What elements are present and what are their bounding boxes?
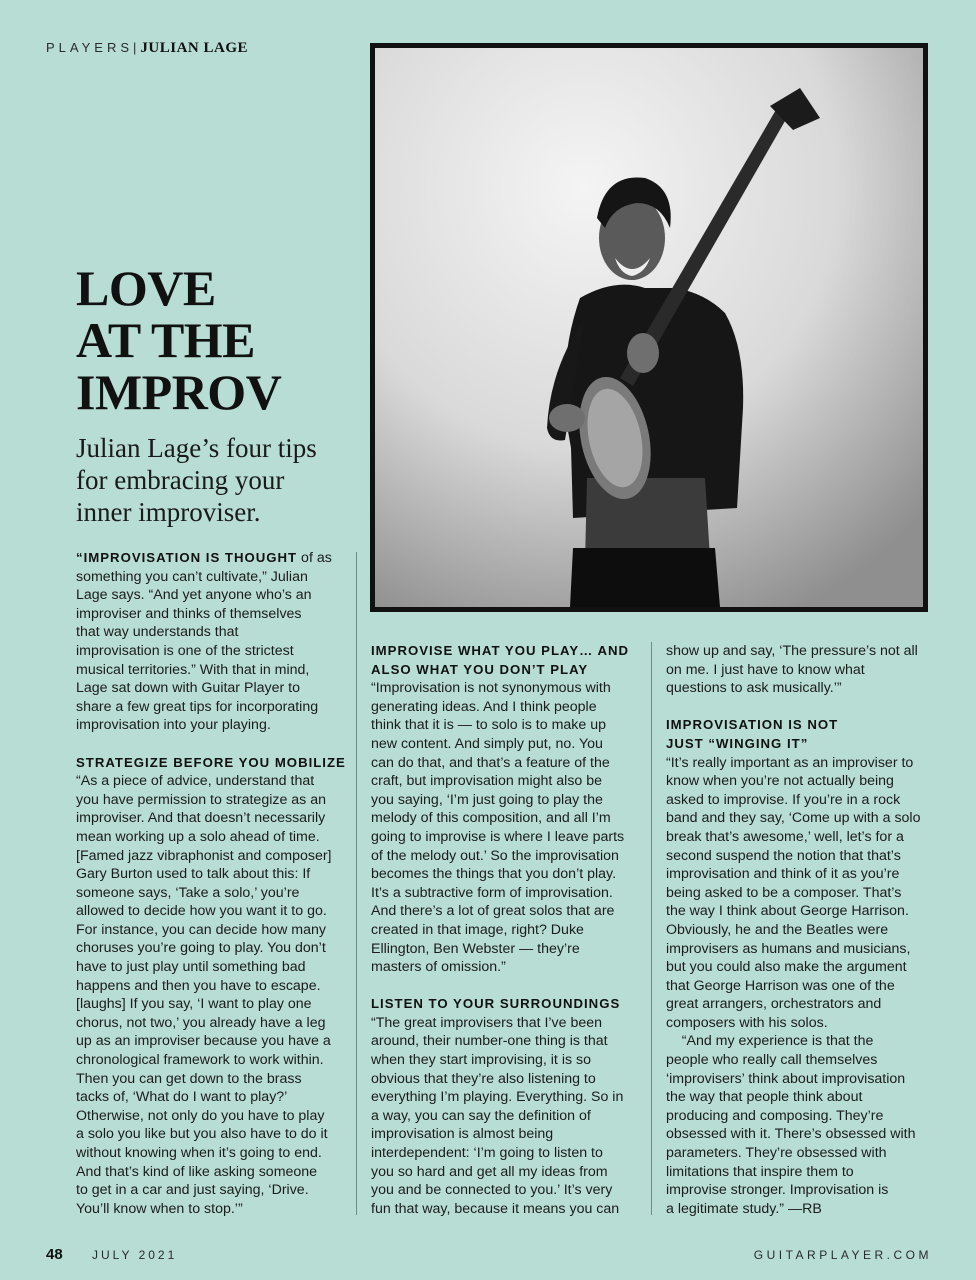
text-line: on me. I just have to know what	[666, 661, 865, 678]
text-line: Gary Burton used to talk about this: If	[76, 866, 311, 883]
text-line: improvisation into your playing.	[76, 717, 271, 734]
section-heading: IMPROVISATION IS NOT	[666, 717, 839, 733]
text-line: going to improvise is where I leave parts	[371, 828, 625, 845]
headline-line: LOVE	[76, 260, 216, 316]
text-line: interdependent: ‘I’m going to listen to	[371, 1145, 603, 1162]
text-line: [laughs] If you say, ‘I want to play one	[76, 996, 312, 1013]
standfirst-line: for embracing your	[76, 465, 285, 495]
text-line: parameters. They’re obsessed with	[666, 1145, 887, 1162]
text-line: And that’s kind of like asking someone	[76, 1163, 318, 1180]
text-line: something you can’t cultivate,” Julian	[76, 568, 308, 585]
text-line: “And my experience is that the	[666, 1033, 874, 1050]
text-line: show up and say, ‘The pressure’s not all	[666, 643, 918, 659]
text-line: obvious that they’re also listening to	[371, 1070, 596, 1087]
text-line: limitations that inspire them to	[666, 1163, 854, 1180]
text-line: have to just play until something bad	[76, 959, 306, 976]
text-line: And there’s a lot of great solos that are	[371, 903, 615, 920]
text-line: improvisation and think of it as you’re	[666, 866, 900, 883]
text-line: break that’s awesome,’ well, let’s for a	[666, 828, 904, 845]
text-line: created in that image, right? Duke	[371, 921, 584, 938]
text-line: [Famed jazz vibraphonist and composer]	[76, 847, 332, 864]
text-line: “Improvisation is not synonymous with	[371, 680, 611, 697]
website-url: GUITARPLAYER.COM	[753, 1248, 932, 1262]
text-line: It’s a subtractive form of improvisation.	[371, 884, 613, 901]
text-line: share a few great tips for incorporating	[76, 698, 319, 715]
text-line: without knowing when it’s going to end.	[76, 1145, 322, 1161]
text-line: improviser and thinks of themselves	[76, 605, 302, 622]
text-line: Ellington, Ben Webster — they’re	[371, 940, 580, 957]
section-label: PLAYERS	[46, 40, 134, 55]
text-line: you saying, ‘I’m just going to play the	[371, 791, 603, 808]
text-line: chorus, not two,’ you already have a leg	[76, 1014, 326, 1031]
page-number: 48	[46, 1246, 63, 1263]
text-line: For instance, you can decide how many	[76, 921, 326, 938]
text-line: improvisation is one of the strictest	[76, 642, 294, 659]
headline-line: AT THE	[76, 312, 256, 368]
text-line: allowed to decide how you want it to go.	[76, 903, 327, 920]
text-line: a solo you like but you also have to do it	[76, 1126, 328, 1143]
text-line: of as	[297, 550, 332, 566]
section-heading: IMPROVISE WHAT YOU PLAY… AND	[371, 643, 630, 658]
text-line: Otherwise, not only do you have to play	[76, 1107, 325, 1124]
text-line: musical territories.” With that in mind,	[76, 661, 310, 678]
text-line: mean working up a solo ahead of time.	[76, 828, 320, 845]
text-line: improvisation is almost being	[371, 1126, 554, 1143]
text-line: think that it is — to solo is to make up	[371, 717, 606, 734]
text-line: chronological framework to work within.	[76, 1052, 324, 1069]
text-line: that way understands that	[76, 624, 239, 641]
standfirst	[76, 432, 356, 528]
text-line: producing and composing. They’re	[666, 1107, 884, 1124]
text-line: up as an improviser because you have a	[76, 1033, 331, 1050]
headline-line: IMPROV	[76, 364, 282, 420]
text-line: tacks of, ‘What do I want to play?’	[76, 1089, 288, 1106]
text-line: becomes the things that you don’t play.	[371, 866, 617, 883]
text-line: everything I’m playing. Everything. So in	[371, 1089, 624, 1106]
text-line: band and they say, ‘Come up with a solo	[666, 810, 921, 827]
text-line: “It’s really important as an improviser to	[666, 754, 914, 771]
text-line: second suspend the notion that that’s	[666, 847, 901, 864]
section-heading: LISTEN TO YOUR SURROUNDINGS	[371, 996, 621, 1012]
text-line: “The great improvisers that I’ve been	[371, 1014, 603, 1031]
text-line	[76, 549, 351, 568]
text-line: improvise stronger. Improvisation is	[666, 1182, 889, 1199]
running-header	[46, 40, 248, 57]
text-line: the way that people think about	[666, 1089, 863, 1106]
text-line: a way, you can say the definition of	[371, 1107, 591, 1124]
text-line: you and be connected to you.’ It’s very	[371, 1182, 613, 1199]
text-line: fun that way, because it means you can	[371, 1200, 620, 1217]
standfirst-line: Julian Lage’s four tips	[76, 433, 317, 463]
text-line: You’ll know when to stop.’”	[76, 1200, 243, 1217]
text-line: being asked to be a composer. That’s	[666, 884, 902, 901]
text-line: improviser. And that doesn’t necessarily	[76, 810, 326, 827]
text-line: Obviously, he and the Beatles were	[666, 921, 889, 938]
text-line: you so hard and get all my ideas from	[371, 1163, 608, 1180]
lead-in: “IMPROVISATION IS THOUGHT	[76, 550, 298, 565]
text-line: to get in a car and just saying, ‘Drive.	[76, 1182, 309, 1199]
text-line: improvisers as humans and musicians,	[666, 940, 911, 957]
text-line: but you could also make the argument	[666, 959, 907, 976]
text-line: Lage says. “And yet anyone who’s an	[76, 587, 312, 604]
standfirst-line: inner improviser.	[76, 497, 261, 527]
guitarist-illustration	[375, 48, 923, 607]
text-line: around, their number-one thing is that	[371, 1033, 608, 1050]
text-line: questions to ask musically.’”	[666, 680, 842, 697]
section-heading: JUST “WINGING IT”	[666, 735, 809, 751]
article-column-2	[371, 642, 646, 1218]
text-line: craft, but improvisation might also be	[371, 773, 603, 790]
section-heading: ALSO WHAT YOU DON’T PLAY	[371, 661, 589, 677]
issue-date: JULY 2021	[92, 1248, 178, 1262]
text-line: obsessed with it. There’s obsessed with	[666, 1126, 916, 1143]
text-line: of the melody out.’ So the improvisation	[371, 847, 619, 864]
text-line: ‘improvisers’ think about improvisation	[666, 1070, 906, 1087]
text-line: asked to improvise. If you’re in a rock	[666, 791, 901, 808]
text-line: great arrangers, orchestrators and	[666, 996, 882, 1013]
runner-subject: JULIAN LAGE	[140, 40, 249, 56]
text-line: generating ideas. And I think people	[371, 698, 597, 715]
section-heading: STRATEGIZE BEFORE YOU MOBILIZE	[76, 754, 346, 770]
column-rule	[651, 642, 652, 1215]
headline	[76, 262, 356, 418]
text-line: “As a piece of advice, understand that	[76, 773, 315, 790]
runner-separator: |	[133, 40, 137, 55]
text-line: Lage sat down with Guitar Player to	[76, 680, 300, 697]
column-rule	[356, 552, 357, 1215]
text-line: when they start improvising, it is so	[371, 1052, 591, 1069]
text-line: Then you can get down to the brass	[76, 1070, 302, 1087]
text-line: melody of this composition, and all I’m	[371, 810, 611, 827]
article-column-3	[666, 642, 936, 1218]
text-line: people who really call themselves	[666, 1052, 878, 1069]
text-line: know when you’re not actually being	[666, 773, 894, 790]
text-line: someone says, ‘Take a solo,’ you’re	[76, 884, 300, 901]
text-line: can do that, and that’s a feature of the	[371, 754, 610, 771]
text-line: a legitimate study.” —RB	[666, 1200, 822, 1217]
text-line: you have permission to strategize as an	[76, 791, 326, 808]
text-line: happens and then you have to escape.	[76, 977, 321, 994]
portrait-photo	[370, 43, 928, 612]
text-line: that George Harrison was one of the	[666, 977, 895, 994]
text-line: masters of omission.”	[371, 959, 506, 976]
article-column-1	[76, 549, 351, 1218]
text-line: new content. And simply put, no. You	[371, 735, 603, 752]
text-line: choruses you’re going to play. You don’t	[76, 940, 326, 957]
text-line: the way I think about George Harrison.	[666, 903, 909, 920]
text-line: composers with his solos.	[666, 1014, 828, 1031]
